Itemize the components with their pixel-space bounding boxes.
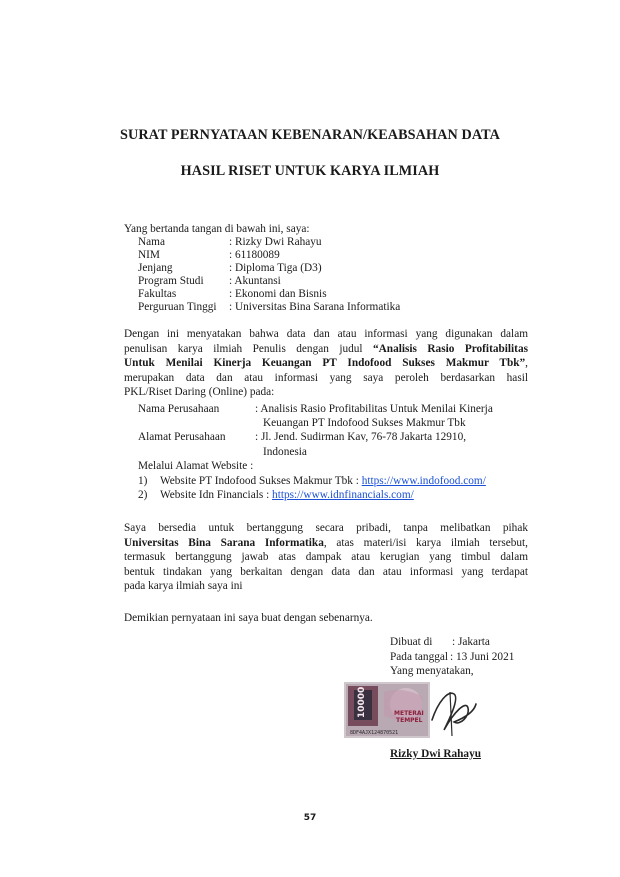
responsibility-line: bentuk tindakan yang berkaitan dengan data dan atau informasi yang terdapat (124, 565, 528, 578)
identity-value: : 61180089 (229, 249, 280, 262)
date-row (390, 650, 514, 665)
website-number: 2) (138, 489, 148, 502)
identity-label: Jenjang (138, 262, 173, 275)
statement-text: penulisan karya ilmiah Penulis dengan judul (124, 342, 373, 355)
website-link[interactable]: https://www.idnfinancials.com/ (272, 489, 414, 502)
place-row (390, 635, 514, 650)
statement-paragraph (124, 327, 528, 400)
signer-name: Rizky Dwi Rahayu (390, 748, 482, 760)
identity-value: : Universitas Bina Sarana Informatika (229, 301, 401, 314)
research-title-part2: Untuk Menilai Kinerja Keuangan PT Indofood Sukses Makmur Tbk” (124, 357, 526, 370)
place-label: Dibuat di (390, 636, 433, 648)
date-label: Pada tanggal (390, 650, 449, 663)
stamp-text-2: TEMPEL (396, 717, 423, 724)
university-name: Universitas Bina Sarana Informatika (124, 536, 324, 549)
company-address-value (255, 430, 525, 458)
identity-row (138, 275, 400, 288)
company-name-value (255, 402, 525, 430)
signature-block (390, 635, 514, 679)
company-address-line: Indonesia (263, 445, 307, 458)
identity-label: Fakultas (138, 288, 177, 301)
intro-text: Yang bertanda tangan di bawah ini, saya: (124, 223, 310, 235)
responsibility-line: pada karya ilmiah saya ini (124, 580, 243, 593)
website-text (160, 488, 414, 503)
meterai-stamp (344, 682, 430, 738)
identity-row (138, 249, 400, 262)
website-label: Website PT Indofood Sukses Makmur Tbk : (160, 474, 362, 487)
statement-line: merupakan data dan atau informasi yang saya peroleh berdasarkan hasil (124, 371, 528, 384)
website-text (160, 474, 486, 489)
page-number: 57 (303, 813, 317, 823)
research-title-part1: “Analisis Rasio Profitabilitas (373, 342, 528, 355)
closing-statement: Demikian pernyataan ini saya buat dengan sebenarnya. (124, 612, 373, 624)
website-label: Website Idn Financials : (160, 489, 273, 502)
statement-text: , (525, 357, 528, 370)
responsibility-paragraph (124, 521, 528, 594)
website-list (138, 459, 486, 503)
identity-table (138, 236, 400, 315)
website-intro: Melalui Alamat Website : (138, 460, 254, 472)
company-name-row (138, 402, 525, 430)
date-value: : 13 Juni 2021 (450, 650, 515, 663)
statement-line (124, 342, 528, 357)
website-item (138, 488, 486, 503)
company-address-row (138, 430, 525, 458)
place-value: : Jakarta (452, 636, 490, 648)
stamp-amount: 10000 (357, 686, 367, 718)
website-item (138, 474, 486, 489)
website-number: 1) (138, 474, 148, 487)
responsibility-line (124, 536, 528, 551)
identity-row (138, 262, 400, 275)
company-name-label: Nama Perusahaan (138, 403, 220, 415)
identity-row (138, 288, 400, 301)
website-link[interactable]: https://www.indofood.com/ (361, 474, 486, 487)
identity-row (138, 236, 400, 249)
company-name-line: : Analisis Rasio Profitabilitas Untuk Menilai Kinerja (255, 403, 493, 415)
statement-line (124, 356, 528, 371)
responsibility-line: termasuk bertanggung jawab atas dampak atau kerugian yang timbul dalam (124, 551, 528, 564)
declarer-text: Yang menyatakan, (390, 665, 474, 678)
identity-label: NIM (138, 249, 160, 262)
identity-label: Nama (138, 236, 165, 248)
statement-line: PKL/Riset Daring (Online) pada: (124, 386, 275, 399)
handwritten-signature (424, 682, 480, 742)
title-line-2: HASIL RISET UNTUK KARYA ILMIAH (180, 163, 440, 179)
stamp-text-1: METERAI (394, 710, 424, 717)
company-table (138, 402, 525, 459)
company-name-line: Keuangan PT Indofood Sukses Makmur Tbk (263, 417, 466, 430)
identity-value: : Akuntansi (229, 275, 281, 288)
identity-value: : Diploma Tiga (D3) (229, 262, 322, 275)
identity-label: Program Studi (138, 275, 204, 288)
company-address-line: : Jl. Jend. Sudirman Kav, 76-78 Jakarta 12910, (255, 431, 467, 444)
title-line-1: SURAT PERNYATAAN KEBENARAN/KEABSAHAN DATA (120, 127, 500, 143)
identity-value: : Ekonomi dan Bisnis (229, 288, 327, 301)
statement-line: Dengan ini menyatakan bahwa data dan atau informasi yang digunakan dalam (124, 328, 528, 340)
responsibility-line: Saya bersedia untuk bertanggung secara pribadi, tanpa melibatkan pihak (124, 522, 528, 534)
identity-row (138, 301, 400, 314)
identity-value: : Rizky Dwi Rahayu (229, 236, 322, 248)
responsibility-text: , atas materi/isi karya ilmiah tersebut, (323, 536, 528, 549)
company-address-label: Alamat Perusahaan (138, 431, 226, 444)
stamp-serial: 8DF4AJX124870521 (350, 730, 399, 736)
identity-label: Perguruan Tinggi (138, 301, 217, 314)
